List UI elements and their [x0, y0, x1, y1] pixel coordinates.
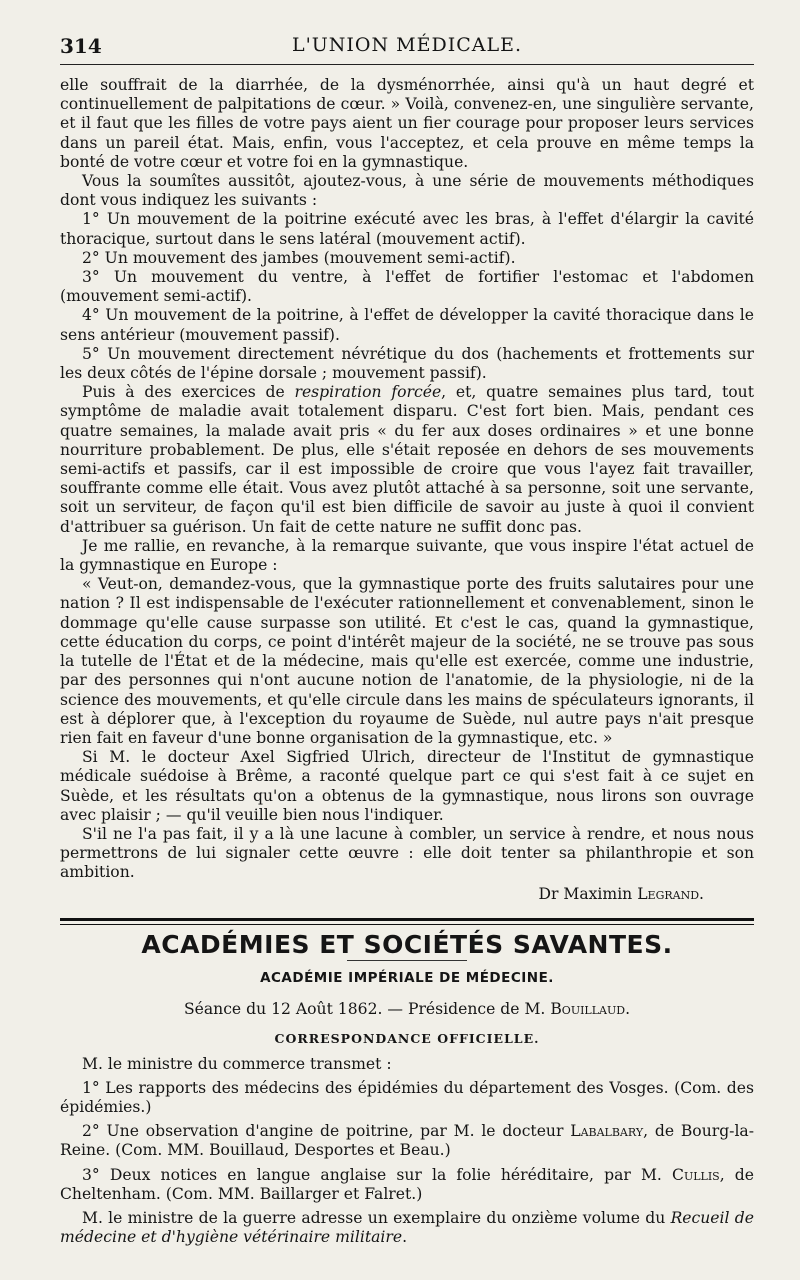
correspondence-heading: CORRESPONDANCE OFFICIELLE. [274, 1031, 540, 1047]
header-rule [60, 64, 754, 65]
page-body [60, 76, 754, 1247]
paragraph-text: M. le ministre de la guerre adresse un exemplaire du onzième volume du [82, 1208, 671, 1227]
author-name: Labalbary [570, 1122, 644, 1141]
paragraph-text: , et, quatre semaines plus tard, tout symptôme de maladie avait totalement disparu. C'est fort bien. Mais, pendant ces quatre semaines, la malade avait pris « du fer aux doses ordinaires » et une bonne nourriture probablement. De plus, elle s'était reposée en dehors de ses mouvements semi-actifs et passifs, car il est impossible de croire que vous l'ayez fait travailler, souffrante comme elle était. Vous avez plutôt attaché à sa personne, soit une servante, soit un serviteur, de façon qu'il est bien difficile de savoir au juste à quoi il convient d'attribuer sa guérison. Un fait de cette nature ne suffit donc pas. [60, 383, 754, 536]
author-name: Cullis [672, 1165, 720, 1184]
list-item [60, 1166, 754, 1204]
paragraph: Si M. le docteur Axel Sigfried Ulrich, directeur de l'Institut de gymnastique médicale suédoise à Brême, a raconté quelque part ce qui s'est fait à ce sujet en Suède, et les résultats qu'on a obtenus de la gymnastique, nous lirons son ouvrage avec plaisir ; — qu'il veuille bien nous l'indiquer. [60, 748, 754, 824]
paragraph: 3° Un mouvement du ventre, à l'effet de fortifier l'estomac et l'abdomen (mouvement semi-actif). [60, 268, 754, 306]
paragraph [60, 383, 754, 537]
item-text: 2° Une observation d'angine de poitrine, par M. le docteur [82, 1122, 571, 1141]
paragraph: Je me rallie, en revanche, à la remarque suivante, que vous inspire l'état actuel de la gymnastique en Europe : [60, 536, 754, 575]
publication-title: Recueil de médecine et d'hygiène vétérinaire militaire [60, 1208, 754, 1247]
paragraph: 5° Un mouvement directement névrétique du dos (hachements et frottements sur les deux côtés de l'épine dorsale ; mouvement passif). [60, 344, 754, 383]
list-item [60, 1122, 754, 1160]
signature [60, 885, 754, 904]
emphasis-text: respiration forcée [294, 383, 442, 402]
list-item: 1° Les rapports des médecins des épidémies du département des Vosges. (Com. des épidémies.) [60, 1078, 754, 1116]
paragraph: 1° Un mouvement de la poitrine exécuté avec les bras, à l'effet d'élargir la cavité thoracique, surtout dans le sens latéral (mouvement actif). [60, 210, 754, 248]
item-text: , de Cheltenham. (Com. MM. Baillarger et Falret.) [60, 1165, 755, 1203]
running-title: L'UNION MÉDICALE. [291, 34, 523, 56]
paragraph-text: . [402, 1228, 408, 1247]
session-line [60, 1000, 754, 1019]
section-divider [60, 918, 754, 925]
paragraph-text: Puis à des exercices de [82, 383, 295, 402]
paragraph: Vous la soumîtes aussitôt, ajoutez-vous, à une série de mouvements méthodiques dont vous indiquez les suivants : [60, 172, 754, 210]
item-text: 3° Deux notices en langue anglaise sur la folie héréditaire, par M. [82, 1165, 673, 1184]
quotation: « Veut-on, demandez-vous, que la gymnastique porte des fruits salutaires pour une nation ? Il est indispensable de l'exécuter rationnellement et convenablement, sinon le dommage qu'elle cause surpasse son utilité. Et c'est le cas, quand la gymnastique, cette éducation du corps, ce point d'intérêt majeur de la société, ne se trouve pas sous la tutelle de l'État et de la médecine, mais qu'elle est exercée, comme une industrie, par des personnes qui n'ont aucune notion de l'anatomie, de la physiologie, ni de la science des mouvements, et qu'elle circule dans les mains de spéculateurs ignorants, il est à déplorer que, à l'exception du royaume de Suède, nul autre pays n'ait presque rien fait en faveur d'une bonne organisation de la gymnastique, etc. » [60, 575, 754, 747]
paragraph [60, 1209, 754, 1247]
item-text: , de Bourg-la-Reine. (Com. MM. Bouillaud, Desportes et Beau.) [60, 1122, 754, 1160]
paragraph: 4° Un mouvement de la poitrine, à l'effet de développer la cavité thoracique dans le sens antérieur (mouvement passif). [60, 306, 754, 344]
page-header [60, 0, 754, 62]
page-number: 314 [60, 34, 102, 58]
section-title: ACADÉMIES ET SOCIÉTÉS SAVANTES. [141, 929, 673, 959]
academy-title: ACADÉMIE IMPÉRIALE DE MÉDECINE. [260, 969, 554, 986]
signature-prefix: Dr Maximin [538, 884, 638, 903]
session-president: Bouillaud. [550, 1000, 631, 1019]
session-text: Séance du 12 Août 1862. — Présidence de M. [183, 1000, 551, 1019]
paragraph: S'il ne l'a pas fait, il y a là une lacune à combler, un service à rendre, et nous nous permettrons de lui signaler cette œuvre : elle doit tenter sa philanthropie et son ambition. [60, 824, 754, 882]
title-underline [347, 960, 467, 961]
article-text [60, 76, 754, 904]
paragraph: M. le ministre du commerce transmet : [82, 1054, 392, 1073]
paragraph: elle souffrait de la diarrhée, de la dysménorrhée, ainsi qu'à un haut degré et continuellement de palpitations de cœur. » Voilà, convenez-en, une singulière servante, et il faut que les filles de votre pays aient un fier courage pour proposer leurs services dans un pareil état. Mais, enfin, vous l'acceptez, et cela prouve en même temps la bonté de votre cœur et votre foi en la gymnastique. [60, 76, 754, 171]
signature-name: Legrand. [637, 884, 704, 903]
paragraph: 2° Un mouvement des jambes (mouvement semi-actif). [82, 248, 516, 267]
